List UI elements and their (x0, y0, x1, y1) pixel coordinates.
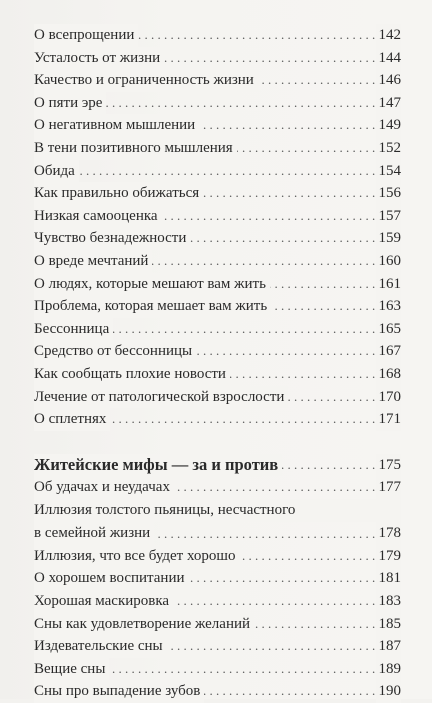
toc-entry-page: 170 (376, 386, 402, 409)
toc-entry-page: 177 (376, 476, 402, 499)
toc-entry (34, 363, 401, 386)
toc-entry-page: 160 (376, 250, 402, 273)
toc-entry-page: 146 (376, 69, 402, 92)
toc-entry-title: О хорошем воспитании (34, 567, 189, 590)
toc-entry-title: Чувство безнадежности (34, 227, 190, 250)
toc-entry (34, 69, 401, 92)
toc-entry-page: 189 (376, 658, 402, 681)
toc-entry (34, 545, 401, 568)
toc-entry-title: О сплетнях (34, 408, 110, 431)
section-gap (34, 431, 401, 454)
toc-entry-page: 187 (376, 635, 402, 658)
toc-entry-page: 142 (376, 24, 402, 47)
toc-entry-title: Сны как удовлетворение желаний (34, 613, 254, 636)
toc-entry-page: 168 (376, 363, 402, 386)
toc-entry (34, 680, 401, 703)
table-of-contents (34, 24, 401, 703)
toc-entry-title: Хорошая маскировка (34, 590, 173, 613)
toc-entry-title: Вещие сны (34, 658, 109, 681)
toc-entry-title: Проблема, которая мешает вам жить (34, 295, 271, 318)
toc-entry-title-line2: в семейной жизни (34, 522, 154, 545)
toc-entry (34, 567, 401, 590)
toc-entry-page: 165 (376, 318, 402, 341)
toc-entry (34, 613, 401, 636)
section-title: Житейские мифы — за и против (34, 454, 282, 477)
toc-entry-page: 171 (376, 408, 402, 431)
toc-entry-page: 157 (376, 205, 402, 228)
toc-entry-page: 156 (376, 182, 402, 205)
toc-entry-page: 183 (376, 590, 402, 613)
toc-entry-page: 181 (376, 567, 402, 590)
toc-entry (34, 24, 401, 47)
toc-entry (34, 160, 401, 183)
section-page: 175 (376, 454, 402, 477)
toc-entry-page: 152 (376, 137, 402, 160)
toc-entry (34, 635, 401, 658)
toc-entry-title: Обида (34, 160, 79, 183)
toc-entry (34, 250, 401, 273)
toc-entry (34, 386, 401, 409)
toc-entry (34, 658, 401, 681)
toc-entry-title: Лечение от патологической взрослости (34, 386, 288, 409)
toc-entry-title: О всепрощении (34, 24, 138, 47)
toc-entry-title: Бессонница (34, 318, 113, 341)
toc-entry-page: 154 (376, 160, 402, 183)
toc-entry-page: 144 (376, 47, 402, 70)
toc-entry (34, 114, 401, 137)
toc-entry-page: 161 (376, 273, 402, 296)
toc-entry-title: Иллюзия, что все будет хорошо (34, 545, 239, 568)
toc-entry-title: Усталость от жизни (34, 47, 164, 70)
toc-entry-title: О негативном мышлении (34, 114, 199, 137)
toc-entry-page: 163 (376, 295, 402, 318)
toc-entry (34, 295, 401, 318)
toc-entry-title: В тени позитивного мышления (34, 137, 237, 160)
toc-entry-page: 185 (376, 613, 402, 636)
toc-entry (34, 273, 401, 296)
toc-entry-page: 167 (376, 340, 402, 363)
toc-entry-page: 159 (376, 227, 402, 250)
toc-entry (34, 340, 401, 363)
toc-entry-title: О вреде мечтаний (34, 250, 152, 273)
toc-entry-title: Средство от бессонницы (34, 340, 196, 363)
toc-entry-title: Издевательские сны (34, 635, 167, 658)
toc-entry-title: Низкая самооценка (34, 205, 162, 228)
toc-entry (34, 182, 401, 205)
toc-entry (34, 205, 401, 228)
toc-entry-title: Как сообщать плохие новости (34, 363, 230, 386)
toc-entry (34, 590, 401, 613)
toc-entry-title: Об удачах и неудачах (34, 476, 174, 499)
toc-entry-title: О пяти эре (34, 92, 106, 115)
toc-entry (34, 137, 401, 160)
toc-section-heading (34, 454, 401, 477)
toc-entry-multiline (34, 499, 401, 545)
toc-entry-title: Как правильно обижаться (34, 182, 203, 205)
toc-entry (34, 227, 401, 250)
toc-entry-page: 190 (376, 680, 402, 703)
toc-entry-title-line1: Иллюзия толстого пьяницы, несчастного (34, 499, 401, 522)
toc-entry-page: 147 (376, 92, 402, 115)
toc-entry (34, 47, 401, 70)
toc-entry-page: 178 (376, 522, 402, 545)
toc-entry-page: 149 (376, 114, 402, 137)
toc-entry-page: 179 (376, 545, 402, 568)
toc-entry-title: Качество и ограниченность жизни (34, 69, 258, 92)
toc-entry (34, 318, 401, 341)
toc-entry (34, 408, 401, 431)
toc-entry-title: Сны про выпадение зубов (34, 680, 204, 703)
toc-entry-title: О людях, которые мешают вам жить (34, 273, 270, 296)
toc-entry (34, 92, 401, 115)
toc-entry (34, 476, 401, 499)
